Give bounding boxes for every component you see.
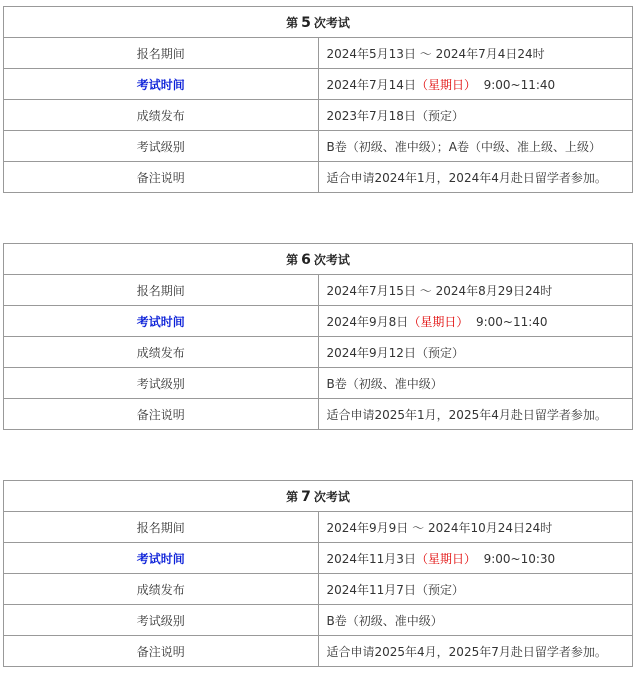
registration-label: 报名期间 bbox=[4, 275, 319, 306]
exam-date: 2024年9月8日 bbox=[326, 314, 409, 329]
exam-number: 6 bbox=[301, 251, 311, 268]
exam-weekday: （星期日） bbox=[408, 314, 469, 329]
exam-title-row bbox=[4, 481, 633, 512]
exam-hours: 9:00~11:40 bbox=[475, 314, 548, 329]
exam-time-value bbox=[318, 69, 633, 100]
exam-weekday: （星期日） bbox=[415, 77, 476, 92]
registration-value: 2024年7月15日 ～ 2024年8月29日24时 bbox=[318, 275, 633, 306]
level-value: B卷（初级、准中级）；A卷（中级、准上级、上级） bbox=[318, 131, 633, 162]
level-row bbox=[4, 131, 633, 162]
exam-table-7 bbox=[3, 480, 633, 667]
title-prefix: 第 bbox=[286, 489, 299, 504]
level-label: 考试级别 bbox=[4, 131, 319, 162]
exam-time-value bbox=[318, 306, 633, 337]
level-row bbox=[4, 368, 633, 399]
exam-title-row bbox=[4, 7, 633, 38]
results-row bbox=[4, 574, 633, 605]
exam-time-label: 考试时间 bbox=[4, 69, 319, 100]
registration-row bbox=[4, 512, 633, 543]
exam-title bbox=[4, 481, 633, 512]
exam-number: 7 bbox=[301, 488, 311, 505]
registration-row bbox=[4, 38, 633, 69]
remarks-value: 适合申请2024年1月，2024年4月赴日留学者参加。 bbox=[318, 162, 633, 193]
registration-label: 报名期间 bbox=[4, 512, 319, 543]
exam-title bbox=[4, 7, 633, 38]
exam-table-6 bbox=[3, 243, 633, 430]
exam-time-label: 考试时间 bbox=[4, 543, 319, 574]
results-value: 2023年7月18日（预定） bbox=[318, 100, 633, 131]
title-suffix: 次考试 bbox=[313, 252, 350, 267]
registration-row bbox=[4, 275, 633, 306]
results-label: 成绩发布 bbox=[4, 337, 319, 368]
remarks-row bbox=[4, 399, 633, 430]
level-value: B卷（初级、准中级） bbox=[318, 605, 633, 636]
remarks-value: 适合申请2025年4月，2025年7月赴日留学者参加。 bbox=[318, 636, 633, 667]
exam-number: 5 bbox=[301, 14, 311, 31]
level-value: B卷（初级、准中级） bbox=[318, 368, 633, 399]
results-row bbox=[4, 100, 633, 131]
level-label: 考试级别 bbox=[4, 605, 319, 636]
remarks-label: 备注说明 bbox=[4, 399, 319, 430]
exam-time-value bbox=[318, 543, 633, 574]
exam-time-label: 考试时间 bbox=[4, 306, 319, 337]
exam-time-row bbox=[4, 306, 633, 337]
exam-weekday: （星期日） bbox=[415, 551, 476, 566]
exam-time-row bbox=[4, 543, 633, 574]
remarks-label: 备注说明 bbox=[4, 162, 319, 193]
remarks-label: 备注说明 bbox=[4, 636, 319, 667]
exam-date: 2024年11月3日 bbox=[326, 551, 416, 566]
title-suffix: 次考试 bbox=[313, 15, 350, 30]
results-label: 成绩发布 bbox=[4, 100, 319, 131]
exam-table-5 bbox=[3, 6, 633, 193]
exam-hours: 9:00~11:40 bbox=[483, 77, 556, 92]
exam-title-row bbox=[4, 244, 633, 275]
registration-value: 2024年5月13日 ～ 2024年7月4日24时 bbox=[318, 38, 633, 69]
registration-value: 2024年9月9日 ～ 2024年10月24日24时 bbox=[318, 512, 633, 543]
exam-hours: 9:00~10:30 bbox=[483, 551, 556, 566]
results-label: 成绩发布 bbox=[4, 574, 319, 605]
exam-date: 2024年7月14日 bbox=[326, 77, 416, 92]
exam-time-row bbox=[4, 69, 633, 100]
remarks-row bbox=[4, 636, 633, 667]
level-label: 考试级别 bbox=[4, 368, 319, 399]
level-row bbox=[4, 605, 633, 636]
remarks-row bbox=[4, 162, 633, 193]
remarks-value: 适合申请2025年1月，2025年4月赴日留学者参加。 bbox=[318, 399, 633, 430]
title-suffix: 次考试 bbox=[313, 489, 350, 504]
results-value: 2024年11月7日（预定） bbox=[318, 574, 633, 605]
title-prefix: 第 bbox=[286, 15, 299, 30]
registration-label: 报名期间 bbox=[4, 38, 319, 69]
results-value: 2024年9月12日（预定） bbox=[318, 337, 633, 368]
title-prefix: 第 bbox=[286, 252, 299, 267]
exam-title bbox=[4, 244, 633, 275]
results-row bbox=[4, 337, 633, 368]
